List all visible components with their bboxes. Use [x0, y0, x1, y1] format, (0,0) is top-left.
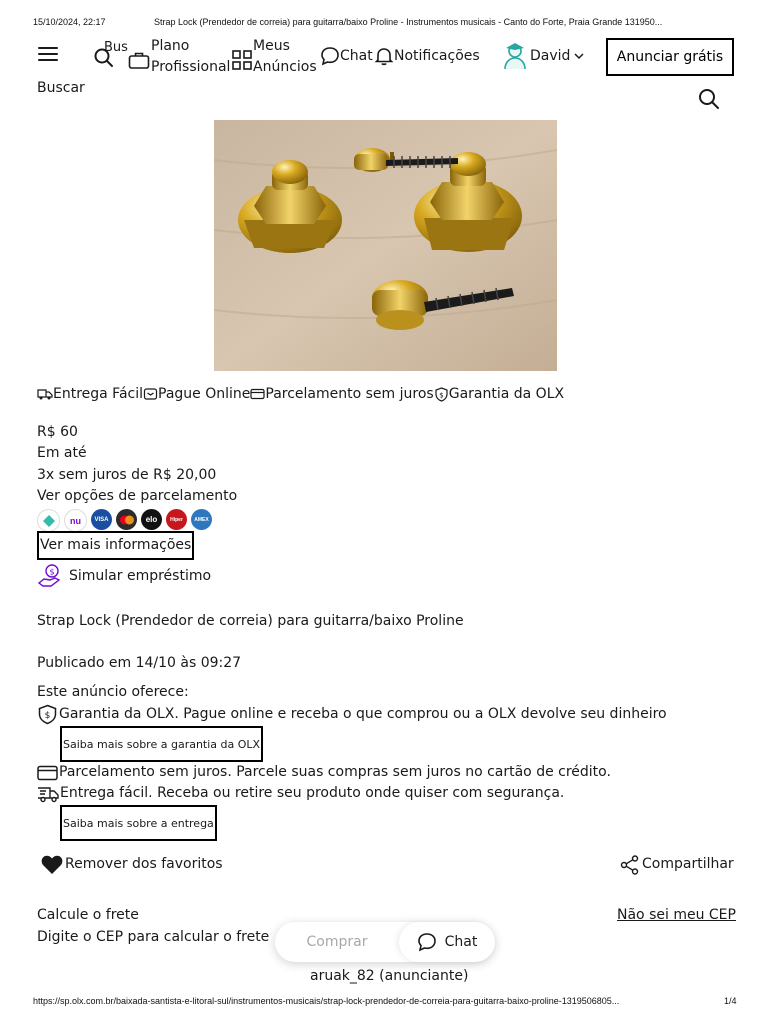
chat-bubble-icon — [320, 46, 340, 66]
search-label: Buscar — [37, 80, 85, 96]
shield-dollar-icon — [434, 387, 449, 402]
feature-pague-online: Pague Online — [158, 386, 251, 402]
offer-guarantee — [37, 704, 667, 725]
chevron-down-icon — [573, 50, 585, 62]
user-name: David — [530, 48, 571, 64]
money-hand-icon — [37, 563, 63, 589]
hipercard-icon: Hiper — [166, 509, 187, 530]
heart-filled-icon — [41, 855, 63, 875]
offer-installments — [37, 762, 611, 783]
search-icon — [698, 88, 720, 110]
share-button[interactable] — [620, 854, 734, 875]
remove-favorite-label: Remover dos favoritos — [65, 856, 223, 872]
guarantee-text: Garantia da OLX. Pague online e receba o que comprou ou a OLX devolve seu dinheiro — [59, 706, 667, 722]
anunciar-gratis-button[interactable]: Anunciar grátis — [606, 38, 734, 76]
delivery-more-button[interactable]: Saiba mais sobre a entrega — [60, 805, 217, 841]
simular-emprestimo-label: Simular empréstimo — [69, 567, 212, 584]
product-photo[interactable] — [214, 120, 557, 371]
svg-text:$: $ — [438, 391, 444, 399]
bell-icon — [374, 46, 394, 66]
wallet-icon — [143, 387, 158, 401]
cep-unknown-link[interactable]: Não sei meu CEP — [617, 907, 736, 923]
feature-parcelamento: Parcelamento sem juros — [265, 386, 434, 402]
price-value: R$ 60 — [37, 424, 78, 440]
em-ate-label: Em até — [37, 445, 87, 461]
share-label: Compartilhar — [642, 856, 734, 872]
grid-icon — [232, 50, 252, 70]
search-button[interactable] — [698, 88, 720, 114]
top-navigation-bar — [0, 36, 768, 78]
user-avatar-icon — [502, 41, 528, 71]
feature-garantia: Garantia da OLX — [448, 386, 565, 402]
print-page-number: 1/4 — [724, 996, 737, 1006]
print-document-title: Strap Lock (Prendedor de correia) para guitarra/baixo Proline - Instrumentos musicais - Canto do Forte, Praia Grande 131950... — [154, 17, 663, 27]
chat-nav-label: Chat — [340, 48, 373, 64]
mastercard-icon — [116, 509, 137, 530]
offers-heading: Este anúncio oferece: — [37, 684, 189, 700]
guarantee-more-button[interactable]: Saiba mais sobre a garantia da OLX — [60, 726, 263, 762]
svg-text:$: $ — [44, 711, 51, 721]
amex-icon: AMEX — [191, 509, 212, 530]
credit-card-icon — [37, 765, 58, 781]
ver-mais-informacoes-button[interactable]: Ver mais informações — [37, 531, 194, 560]
anuncios-line-2: Anúncios — [253, 59, 317, 75]
payment-methods — [37, 509, 212, 532]
published-date: Publicado em 14/10 às 09:27 — [37, 655, 242, 671]
installments-text: 3x sem juros de R$ 20,00 — [37, 467, 217, 483]
chat-bubble-icon — [417, 932, 437, 952]
pix-icon — [37, 509, 60, 532]
chat-button-label: Chat — [444, 934, 478, 950]
features-row — [37, 386, 564, 402]
print-url: https://sp.olx.com.br/baixada-santista-e-litoral-sul/instrumentos-musicais/strap-lock-prendedor-de-correia-para-guitarra-baixo-proline-1319506805... — [33, 996, 620, 1006]
installments-offer-text: Parcelamento sem juros. Parcele suas compras sem juros no cartão de crédito. — [59, 764, 611, 780]
installment-options-link[interactable]: Ver opções de parcelamento — [37, 488, 238, 504]
credit-card-icon — [250, 387, 265, 401]
plano-line-1: Plano — [151, 38, 190, 54]
floating-action-bar — [275, 922, 495, 962]
truck-icon — [37, 387, 53, 401]
remove-favorite-button[interactable] — [41, 854, 223, 875]
svg-text:$: $ — [49, 567, 55, 577]
delivery-offer-text: Entrega fácil. Receba ou retire seu produto onde quiser com segurança. — [60, 785, 565, 801]
hamburger-menu-icon — [38, 46, 58, 62]
elo-icon: elo — [141, 509, 162, 530]
notifications-link[interactable] — [374, 46, 480, 66]
comprar-button[interactable]: Comprar — [306, 934, 368, 950]
share-icon — [620, 855, 640, 875]
chat-nav-link[interactable] — [320, 46, 373, 66]
search-nav-button[interactable] — [94, 40, 128, 68]
anuncios-line-1: Meus — [253, 38, 290, 54]
shipping-title: Calcule o frete — [37, 907, 139, 923]
search-nav-label: Bus — [104, 40, 128, 55]
product-image — [214, 120, 557, 371]
plano-profissional-link[interactable] — [128, 36, 230, 78]
visa-icon: VISA — [91, 509, 112, 530]
print-datetime: 15/10/2024, 22:17 — [33, 17, 106, 27]
offer-delivery — [37, 783, 564, 804]
menu-button[interactable] — [38, 46, 58, 62]
briefcase-icon — [128, 50, 150, 70]
meus-anuncios-link[interactable] — [232, 36, 317, 78]
nubank-icon: nu — [64, 509, 87, 532]
seller-name: aruak_82 (anunciante) — [310, 968, 469, 984]
shipping-hint: Digite o CEP para calcular o frete — [37, 929, 270, 945]
user-menu[interactable] — [502, 41, 585, 71]
feature-entrega: Entrega Fácil — [53, 386, 144, 402]
plano-line-2: Profissional — [151, 59, 231, 75]
notifications-label: Notificações — [394, 48, 480, 64]
truck-icon — [37, 785, 59, 803]
shield-dollar-icon — [37, 704, 58, 725]
ad-title: Strap Lock (Prendedor de correia) para guitarra/baixo Proline — [37, 613, 464, 629]
simular-emprestimo-link[interactable] — [37, 563, 211, 589]
chat-button[interactable] — [399, 922, 495, 962]
